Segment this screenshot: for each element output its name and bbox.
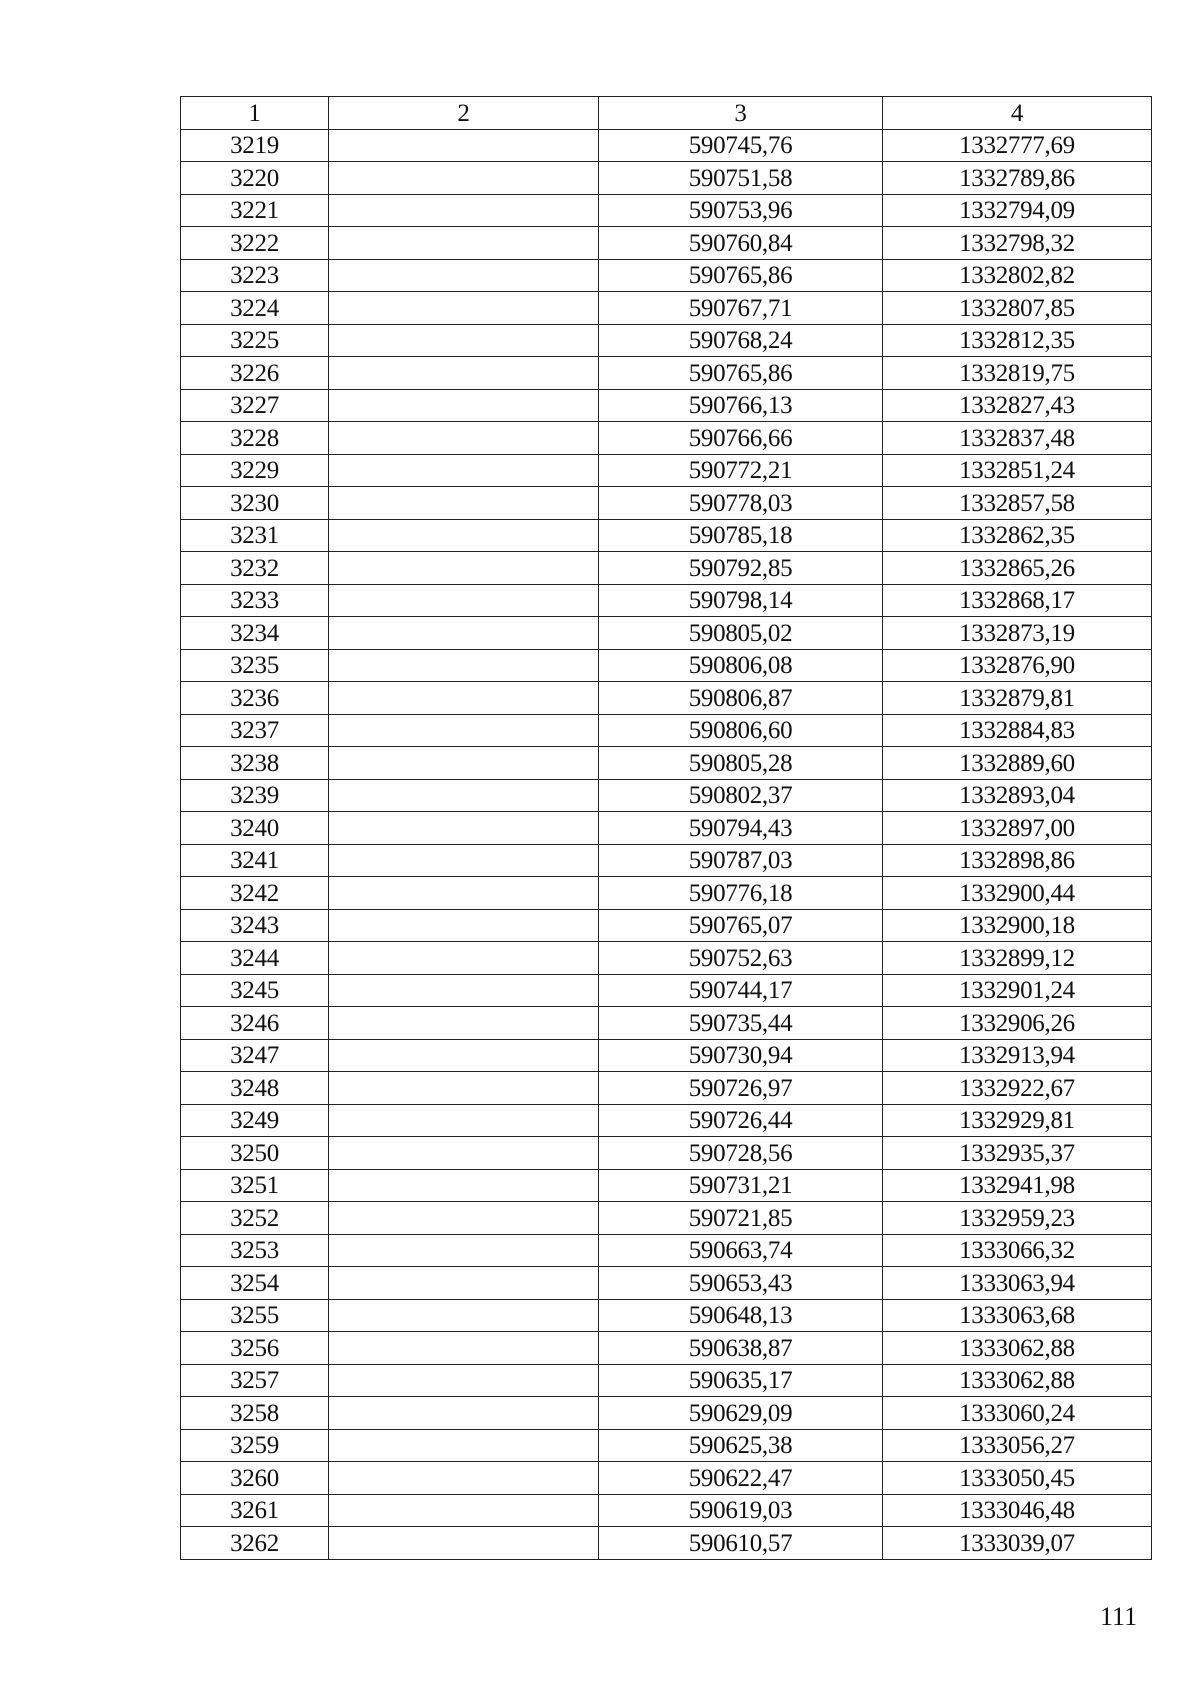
table-row [181, 1202, 1152, 1235]
y-coordinate-cell: 1332922,67 [883, 1072, 1152, 1105]
description-cell [329, 487, 599, 520]
point-number-cell: 3222 [181, 227, 329, 260]
table-row [181, 259, 1152, 292]
description-cell [329, 747, 599, 780]
table-row [181, 1332, 1152, 1365]
y-coordinate-cell: 1332941,98 [883, 1169, 1152, 1202]
description-cell [329, 682, 599, 715]
description-cell [329, 649, 599, 682]
x-coordinate-cell: 590726,97 [599, 1072, 883, 1105]
table-row [181, 1039, 1152, 1072]
y-coordinate-cell: 1332959,23 [883, 1202, 1152, 1235]
header-row [181, 97, 1152, 130]
table-row [181, 519, 1152, 552]
table-row [181, 1429, 1152, 1462]
point-number-cell: 3242 [181, 877, 329, 910]
x-coordinate-cell: 590792,85 [599, 552, 883, 585]
column-header-2: 2 [329, 97, 599, 130]
point-number-cell: 3234 [181, 617, 329, 650]
table-row [181, 877, 1152, 910]
y-coordinate-cell: 1332802,82 [883, 259, 1152, 292]
table-row [181, 422, 1152, 455]
table-row [181, 682, 1152, 715]
table-row [181, 1462, 1152, 1495]
point-number-cell: 3223 [181, 259, 329, 292]
x-coordinate-cell: 590648,13 [599, 1299, 883, 1332]
x-coordinate-cell: 590776,18 [599, 877, 883, 910]
y-coordinate-cell: 1332873,19 [883, 617, 1152, 650]
y-coordinate-cell: 1332868,17 [883, 584, 1152, 617]
table-row [181, 1234, 1152, 1267]
description-cell [329, 942, 599, 975]
table-row [181, 324, 1152, 357]
table-row [181, 1364, 1152, 1397]
x-coordinate-cell: 590625,38 [599, 1429, 883, 1462]
table-row [181, 747, 1152, 780]
description-cell [329, 877, 599, 910]
y-coordinate-cell: 1332913,94 [883, 1039, 1152, 1072]
table-row [181, 1169, 1152, 1202]
x-coordinate-cell: 590802,37 [599, 779, 883, 812]
description-cell [329, 1364, 599, 1397]
description-cell [329, 194, 599, 227]
y-coordinate-cell: 1333046,48 [883, 1494, 1152, 1527]
y-coordinate-cell: 1332898,86 [883, 844, 1152, 877]
table-row [181, 162, 1152, 195]
table-row [181, 194, 1152, 227]
point-number-cell: 3246 [181, 1007, 329, 1040]
point-number-cell: 3247 [181, 1039, 329, 1072]
point-number-cell: 3249 [181, 1104, 329, 1137]
point-number-cell: 3253 [181, 1234, 329, 1267]
table-row [181, 812, 1152, 845]
point-number-cell: 3233 [181, 584, 329, 617]
point-number-cell: 3239 [181, 779, 329, 812]
y-coordinate-cell: 1332935,37 [883, 1137, 1152, 1170]
y-coordinate-cell: 1332929,81 [883, 1104, 1152, 1137]
x-coordinate-cell: 590638,87 [599, 1332, 883, 1365]
y-coordinate-cell: 1332862,35 [883, 519, 1152, 552]
point-number-cell: 3220 [181, 162, 329, 195]
point-number-cell: 3258 [181, 1397, 329, 1430]
point-number-cell: 3241 [181, 844, 329, 877]
description-cell [329, 617, 599, 650]
point-number-cell: 3261 [181, 1494, 329, 1527]
y-coordinate-cell: 1333062,88 [883, 1332, 1152, 1365]
y-coordinate-cell: 1333050,45 [883, 1462, 1152, 1495]
point-number-cell: 3260 [181, 1462, 329, 1495]
description-cell [329, 1234, 599, 1267]
x-coordinate-cell: 590798,14 [599, 584, 883, 617]
description-cell [329, 389, 599, 422]
point-number-cell: 3254 [181, 1267, 329, 1300]
table-row [181, 649, 1152, 682]
y-coordinate-cell: 1332900,18 [883, 909, 1152, 942]
description-cell [329, 324, 599, 357]
x-coordinate-cell: 590778,03 [599, 487, 883, 520]
x-coordinate-cell: 590767,71 [599, 292, 883, 325]
description-cell [329, 1072, 599, 1105]
description-cell [329, 779, 599, 812]
x-coordinate-cell: 590726,44 [599, 1104, 883, 1137]
y-coordinate-cell: 1332794,09 [883, 194, 1152, 227]
x-coordinate-cell: 590730,94 [599, 1039, 883, 1072]
point-number-cell: 3259 [181, 1429, 329, 1462]
point-number-cell: 3228 [181, 422, 329, 455]
description-cell [329, 259, 599, 292]
x-coordinate-cell: 590728,56 [599, 1137, 883, 1170]
description-cell [329, 714, 599, 747]
table-row [181, 1072, 1152, 1105]
x-coordinate-cell: 590760,84 [599, 227, 883, 260]
table-row [181, 454, 1152, 487]
description-cell [329, 1039, 599, 1072]
table-row [181, 942, 1152, 975]
description-cell [329, 1462, 599, 1495]
description-cell [329, 1299, 599, 1332]
description-cell [329, 584, 599, 617]
description-cell [329, 812, 599, 845]
table-row [181, 1137, 1152, 1170]
y-coordinate-cell: 1333056,27 [883, 1429, 1152, 1462]
table-row [181, 129, 1152, 162]
description-cell [329, 454, 599, 487]
y-coordinate-cell: 1332851,24 [883, 454, 1152, 487]
x-coordinate-cell: 590663,74 [599, 1234, 883, 1267]
point-number-cell: 3256 [181, 1332, 329, 1365]
point-number-cell: 3252 [181, 1202, 329, 1235]
point-number-cell: 3251 [181, 1169, 329, 1202]
x-coordinate-cell: 590765,86 [599, 259, 883, 292]
column-header-1: 1 [181, 97, 329, 130]
x-coordinate-cell: 590745,76 [599, 129, 883, 162]
description-cell [329, 292, 599, 325]
table-row [181, 1527, 1152, 1560]
y-coordinate-cell: 1333063,68 [883, 1299, 1152, 1332]
point-number-cell: 3219 [181, 129, 329, 162]
point-number-cell: 3232 [181, 552, 329, 585]
y-coordinate-cell: 1332812,35 [883, 324, 1152, 357]
x-coordinate-cell: 590610,57 [599, 1527, 883, 1560]
point-number-cell: 3225 [181, 324, 329, 357]
description-cell [329, 1007, 599, 1040]
description-cell [329, 422, 599, 455]
x-coordinate-cell: 590794,43 [599, 812, 883, 845]
y-coordinate-cell: 1332857,58 [883, 487, 1152, 520]
description-cell [329, 1332, 599, 1365]
x-coordinate-cell: 590805,28 [599, 747, 883, 780]
x-coordinate-cell: 590735,44 [599, 1007, 883, 1040]
y-coordinate-cell: 1332884,83 [883, 714, 1152, 747]
description-cell [329, 357, 599, 390]
table-row [181, 552, 1152, 585]
point-number-cell: 3231 [181, 519, 329, 552]
y-coordinate-cell: 1333066,32 [883, 1234, 1152, 1267]
point-number-cell: 3240 [181, 812, 329, 845]
description-cell [329, 1527, 599, 1560]
point-number-cell: 3227 [181, 389, 329, 422]
x-coordinate-cell: 590765,86 [599, 357, 883, 390]
point-number-cell: 3255 [181, 1299, 329, 1332]
table-row [181, 714, 1152, 747]
table-row [181, 974, 1152, 1007]
y-coordinate-cell: 1332901,24 [883, 974, 1152, 1007]
x-coordinate-cell: 590768,24 [599, 324, 883, 357]
x-coordinate-cell: 590635,17 [599, 1364, 883, 1397]
y-coordinate-cell: 1333062,88 [883, 1364, 1152, 1397]
point-number-cell: 3250 [181, 1137, 329, 1170]
coordinates-table [180, 96, 1152, 1560]
y-coordinate-cell: 1332879,81 [883, 682, 1152, 715]
page-number: 111 [1100, 1602, 1138, 1631]
table-header [181, 97, 1152, 130]
description-cell [329, 909, 599, 942]
table-row [181, 389, 1152, 422]
point-number-cell: 3243 [181, 909, 329, 942]
y-coordinate-cell: 1332827,43 [883, 389, 1152, 422]
description-cell [329, 552, 599, 585]
table-row [181, 1007, 1152, 1040]
point-number-cell: 3245 [181, 974, 329, 1007]
table-row [181, 227, 1152, 260]
description-cell [329, 1137, 599, 1170]
table-row [181, 1397, 1152, 1430]
description-cell [329, 1202, 599, 1235]
x-coordinate-cell: 590731,21 [599, 1169, 883, 1202]
x-coordinate-cell: 590785,18 [599, 519, 883, 552]
point-number-cell: 3224 [181, 292, 329, 325]
point-number-cell: 3229 [181, 454, 329, 487]
x-coordinate-cell: 590766,66 [599, 422, 883, 455]
table-body [181, 129, 1152, 1559]
x-coordinate-cell: 590806,60 [599, 714, 883, 747]
point-number-cell: 3257 [181, 1364, 329, 1397]
description-cell [329, 129, 599, 162]
table-row [181, 1299, 1152, 1332]
table-row [181, 617, 1152, 650]
point-number-cell: 3221 [181, 194, 329, 227]
description-cell [329, 844, 599, 877]
point-number-cell: 3236 [181, 682, 329, 715]
y-coordinate-cell: 1332876,90 [883, 649, 1152, 682]
table-row [181, 1494, 1152, 1527]
x-coordinate-cell: 590766,13 [599, 389, 883, 422]
y-coordinate-cell: 1333060,24 [883, 1397, 1152, 1430]
column-header-4: 4 [883, 97, 1152, 130]
point-number-cell: 3230 [181, 487, 329, 520]
table-row [181, 1267, 1152, 1300]
point-number-cell: 3226 [181, 357, 329, 390]
description-cell [329, 1494, 599, 1527]
table-row [181, 909, 1152, 942]
description-cell [329, 227, 599, 260]
x-coordinate-cell: 590653,43 [599, 1267, 883, 1300]
y-coordinate-cell: 1332889,60 [883, 747, 1152, 780]
table-row [181, 487, 1152, 520]
point-number-cell: 3248 [181, 1072, 329, 1105]
x-coordinate-cell: 590629,09 [599, 1397, 883, 1430]
y-coordinate-cell: 1332899,12 [883, 942, 1152, 975]
y-coordinate-cell: 1332777,69 [883, 129, 1152, 162]
table-row [181, 292, 1152, 325]
y-coordinate-cell: 1332893,04 [883, 779, 1152, 812]
x-coordinate-cell: 590752,63 [599, 942, 883, 975]
x-coordinate-cell: 590751,58 [599, 162, 883, 195]
description-cell [329, 1169, 599, 1202]
x-coordinate-cell: 590622,47 [599, 1462, 883, 1495]
x-coordinate-cell: 590744,17 [599, 974, 883, 1007]
y-coordinate-cell: 1332819,75 [883, 357, 1152, 390]
x-coordinate-cell: 590806,08 [599, 649, 883, 682]
y-coordinate-cell: 1332807,85 [883, 292, 1152, 325]
x-coordinate-cell: 590765,07 [599, 909, 883, 942]
table-row [181, 1104, 1152, 1137]
table-row [181, 779, 1152, 812]
x-coordinate-cell: 590787,03 [599, 844, 883, 877]
table-row [181, 584, 1152, 617]
table-row [181, 844, 1152, 877]
x-coordinate-cell: 590619,03 [599, 1494, 883, 1527]
y-coordinate-cell: 1332897,00 [883, 812, 1152, 845]
point-number-cell: 3237 [181, 714, 329, 747]
y-coordinate-cell: 1332798,32 [883, 227, 1152, 260]
y-coordinate-cell: 1332900,44 [883, 877, 1152, 910]
table-row [181, 357, 1152, 390]
description-cell [329, 1429, 599, 1462]
x-coordinate-cell: 590753,96 [599, 194, 883, 227]
y-coordinate-cell: 1332865,26 [883, 552, 1152, 585]
column-header-3: 3 [599, 97, 883, 130]
x-coordinate-cell: 590806,87 [599, 682, 883, 715]
description-cell [329, 974, 599, 1007]
x-coordinate-cell: 590805,02 [599, 617, 883, 650]
point-number-cell: 3238 [181, 747, 329, 780]
y-coordinate-cell: 1333039,07 [883, 1527, 1152, 1560]
point-number-cell: 3244 [181, 942, 329, 975]
point-number-cell: 3235 [181, 649, 329, 682]
y-coordinate-cell: 1332789,86 [883, 162, 1152, 195]
description-cell [329, 519, 599, 552]
y-coordinate-cell: 1332906,26 [883, 1007, 1152, 1040]
description-cell [329, 1104, 599, 1137]
x-coordinate-cell: 590721,85 [599, 1202, 883, 1235]
y-coordinate-cell: 1333063,94 [883, 1267, 1152, 1300]
description-cell [329, 1267, 599, 1300]
y-coordinate-cell: 1332837,48 [883, 422, 1152, 455]
description-cell [329, 162, 599, 195]
description-cell [329, 1397, 599, 1430]
x-coordinate-cell: 590772,21 [599, 454, 883, 487]
point-number-cell: 3262 [181, 1527, 329, 1560]
